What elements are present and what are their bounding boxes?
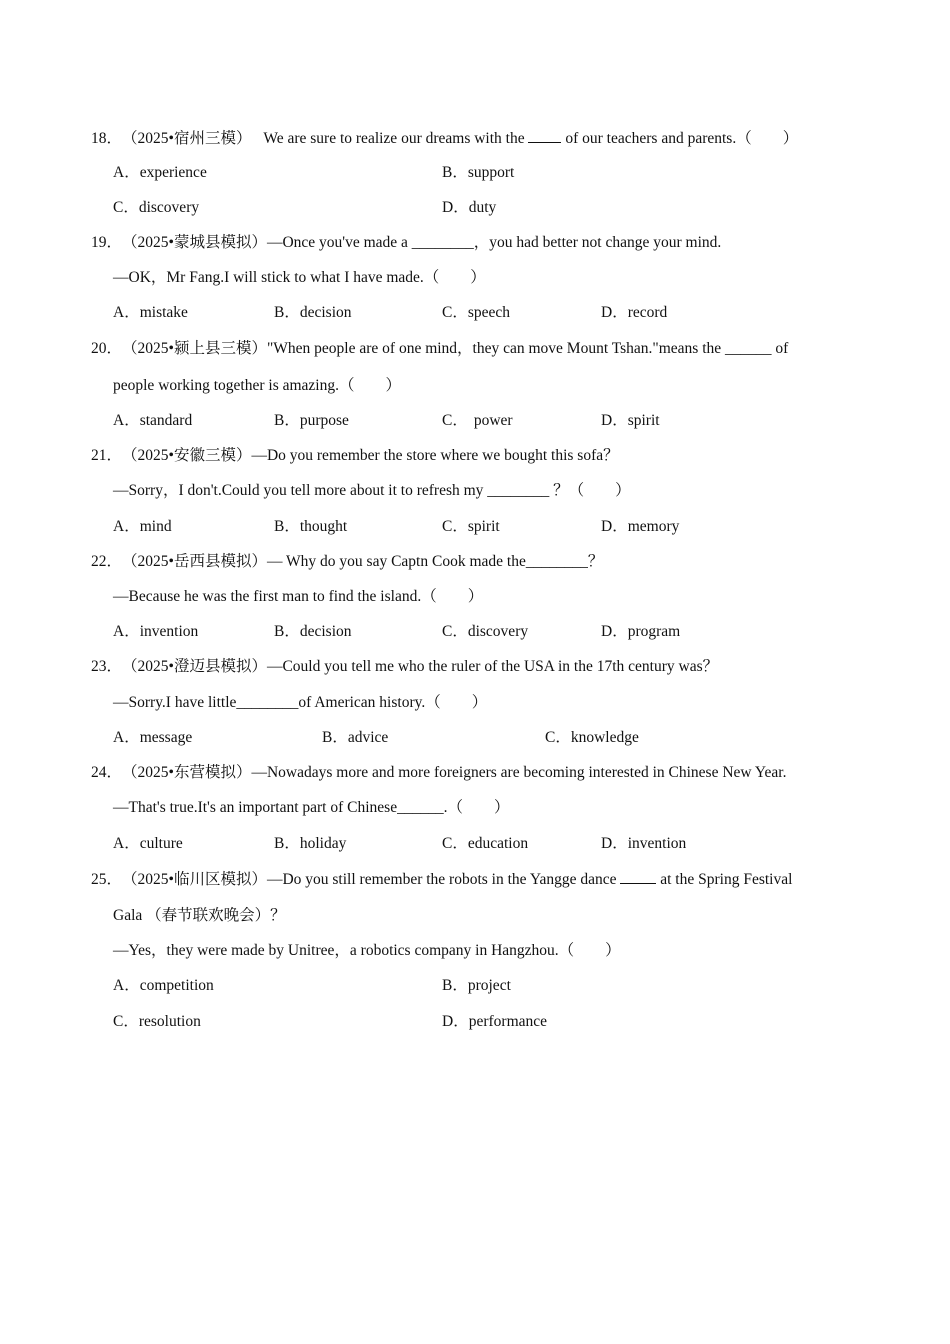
question-text: —Do you still remember the robots in the Yangge dance bbox=[266, 871, 617, 888]
question-text: — Why do you say Captn Cook made the________？ bbox=[266, 553, 604, 570]
question-20-line-2: people working together is amazing.（ ） bbox=[113, 377, 401, 394]
option-text: performance bbox=[468, 1013, 548, 1030]
option-letter: C． bbox=[442, 835, 468, 852]
option-a[interactable] bbox=[113, 163, 207, 183]
option-text: duty bbox=[468, 199, 497, 216]
option-text: mind bbox=[139, 518, 172, 535]
option-text: advice bbox=[347, 729, 389, 746]
question-23 bbox=[91, 657, 718, 677]
option-c[interactable] bbox=[442, 303, 510, 323]
option-text: spirit bbox=[627, 412, 660, 429]
question-source: （2025•颍上县三模） bbox=[122, 340, 267, 357]
option-a[interactable] bbox=[113, 622, 198, 642]
question-24 bbox=[91, 763, 786, 783]
question-text: at the Spring Festival bbox=[660, 871, 793, 888]
option-letter: B． bbox=[442, 977, 468, 994]
question-text: of our teachers and parents.（ ） bbox=[565, 130, 799, 147]
option-a[interactable] bbox=[113, 303, 188, 323]
option-letter: A． bbox=[113, 977, 140, 994]
question-22-line-2: —Because he was the first man to find the island.（ ） bbox=[113, 588, 484, 605]
option-d[interactable] bbox=[601, 622, 680, 642]
option-a[interactable] bbox=[113, 411, 192, 431]
option-letter: D． bbox=[442, 1013, 469, 1030]
option-text: invention bbox=[627, 835, 687, 852]
option-text: knowledge bbox=[570, 729, 639, 746]
question-source: （2025•安徽三模） bbox=[122, 447, 252, 464]
question-number: 23． bbox=[91, 658, 123, 675]
question-number: 24． bbox=[91, 764, 123, 781]
option-d[interactable] bbox=[601, 303, 667, 323]
question-number: 21． bbox=[91, 447, 123, 464]
option-d[interactable] bbox=[601, 834, 686, 854]
option-letter: B． bbox=[322, 729, 348, 746]
option-letter: D． bbox=[601, 412, 628, 429]
option-letter: A． bbox=[113, 518, 140, 535]
option-letter: B． bbox=[442, 164, 468, 181]
question-21 bbox=[91, 446, 619, 466]
question-18 bbox=[91, 128, 798, 149]
option-letter: C． bbox=[442, 623, 468, 640]
question-22 bbox=[91, 552, 603, 572]
question-24-line-2: —That's true.It's an important part of Chinese______.（ ） bbox=[113, 799, 510, 816]
option-letter: A． bbox=[113, 835, 140, 852]
option-b[interactable] bbox=[274, 622, 352, 642]
option-letter: A． bbox=[113, 729, 140, 746]
option-b[interactable] bbox=[442, 163, 514, 183]
question-number: 22． bbox=[91, 553, 123, 570]
option-a[interactable] bbox=[113, 728, 192, 748]
option-b[interactable] bbox=[274, 303, 352, 323]
option-text: decision bbox=[299, 304, 352, 321]
question-text: —Once you've made a ________，you had better not change your mind. bbox=[266, 234, 722, 251]
question-source: （2025•岳西县模拟） bbox=[122, 553, 267, 570]
option-letter: B． bbox=[274, 518, 300, 535]
question-21-line-2: —Sorry，I don't.Could you tell more about it to refresh my ________ ？（ ） bbox=[113, 482, 631, 499]
option-c[interactable] bbox=[442, 622, 528, 642]
question-text: "When people are of one mind，they can move Mount Tshan."means the ______ of bbox=[266, 340, 789, 357]
option-a[interactable] bbox=[113, 976, 214, 996]
option-text: memory bbox=[627, 518, 680, 535]
option-text: discovery bbox=[467, 623, 529, 640]
option-c[interactable] bbox=[113, 198, 199, 218]
option-text: purpose bbox=[299, 412, 349, 429]
question-19-line-2: —OK，Mr Fang.I will stick to what I have made.（ ） bbox=[113, 269, 486, 286]
option-letter: A． bbox=[113, 623, 140, 640]
option-text: discovery bbox=[138, 199, 200, 216]
option-text: holiday bbox=[299, 835, 347, 852]
option-b[interactable] bbox=[322, 728, 388, 748]
option-letter: D． bbox=[601, 623, 628, 640]
option-text: invention bbox=[139, 623, 199, 640]
option-text: project bbox=[467, 977, 511, 994]
question-text: —Nowadays more and more foreigners are becoming interested in Chinese New Year. bbox=[251, 764, 787, 781]
question-number: 20． bbox=[91, 340, 123, 357]
option-b[interactable] bbox=[274, 834, 346, 854]
option-letter: A． bbox=[113, 412, 140, 429]
question-text: We are sure to realize our dreams with the bbox=[263, 130, 525, 147]
option-text: thought bbox=[299, 518, 348, 535]
question-23-line-2: —Sorry.I have little________of American history.（ ） bbox=[113, 694, 488, 711]
option-letter: C． bbox=[113, 1013, 139, 1030]
option-letter: B． bbox=[274, 412, 300, 429]
option-text: experience bbox=[139, 164, 207, 181]
option-d[interactable] bbox=[442, 198, 496, 218]
option-letter: D． bbox=[442, 199, 469, 216]
question-19 bbox=[91, 233, 721, 253]
option-c[interactable] bbox=[442, 834, 528, 854]
option-c[interactable] bbox=[113, 1012, 201, 1032]
question-source: （2025•宿州三模） bbox=[122, 130, 252, 147]
option-text: culture bbox=[139, 835, 183, 852]
question-source: （2025•临川区模拟） bbox=[122, 871, 267, 888]
option-b[interactable] bbox=[442, 976, 511, 996]
option-a[interactable] bbox=[113, 834, 183, 854]
option-text: record bbox=[627, 304, 668, 321]
question-20 bbox=[91, 339, 788, 359]
option-letter: C． bbox=[545, 729, 571, 746]
option-text: program bbox=[627, 623, 681, 640]
question-text: —Do you remember the store where we bought this sofa？ bbox=[251, 447, 619, 464]
option-letter: D． bbox=[601, 518, 628, 535]
option-c[interactable] bbox=[442, 411, 513, 431]
option-d[interactable] bbox=[601, 517, 679, 537]
question-25-line-3: —Yes，they were made by Unitree，a robotics company in Hangzhou.（ ） bbox=[113, 942, 621, 959]
option-letter: B． bbox=[274, 835, 300, 852]
option-text: spirit bbox=[467, 518, 500, 535]
option-text: message bbox=[139, 729, 193, 746]
option-text: speech bbox=[467, 304, 511, 321]
option-c[interactable] bbox=[545, 728, 639, 748]
option-d[interactable] bbox=[601, 411, 660, 431]
option-b[interactable] bbox=[274, 411, 349, 431]
option-d[interactable] bbox=[442, 1012, 547, 1032]
question-25 bbox=[91, 869, 792, 890]
option-a[interactable] bbox=[113, 517, 172, 537]
option-letter: A． bbox=[113, 164, 140, 181]
option-letter: D． bbox=[601, 304, 628, 321]
option-letter: B． bbox=[274, 623, 300, 640]
option-text: decision bbox=[299, 623, 352, 640]
option-text: competition bbox=[139, 977, 214, 994]
option-b[interactable] bbox=[274, 517, 347, 537]
option-letter: C． bbox=[442, 518, 468, 535]
option-text: mistake bbox=[139, 304, 188, 321]
question-source: （2025•东营模拟） bbox=[122, 764, 252, 781]
option-text: education bbox=[467, 835, 529, 852]
option-letter: C． bbox=[113, 199, 139, 216]
option-letter: B． bbox=[274, 304, 300, 321]
question-text: —Could you tell me who the ruler of the USA in the 17th century was？ bbox=[266, 658, 719, 675]
option-text: power bbox=[473, 412, 513, 429]
question-number: 18． bbox=[91, 130, 123, 147]
option-letter: C． bbox=[442, 412, 468, 429]
question-number: 25． bbox=[91, 871, 123, 888]
answer-blank bbox=[528, 128, 561, 143]
option-c[interactable] bbox=[442, 517, 500, 537]
option-text: resolution bbox=[138, 1013, 201, 1030]
question-25-line-2: Gala （春节联欢晚会）？ bbox=[113, 907, 286, 924]
option-letter: A． bbox=[113, 304, 140, 321]
option-letter: C． bbox=[442, 304, 468, 321]
question-number: 19． bbox=[91, 234, 123, 251]
question-source: （2025•蒙城县模拟） bbox=[122, 234, 267, 251]
answer-blank bbox=[620, 869, 656, 884]
option-text: standard bbox=[139, 412, 193, 429]
option-letter: D． bbox=[601, 835, 628, 852]
question-source: （2025•澄迈县模拟） bbox=[122, 658, 267, 675]
option-text: support bbox=[467, 164, 515, 181]
